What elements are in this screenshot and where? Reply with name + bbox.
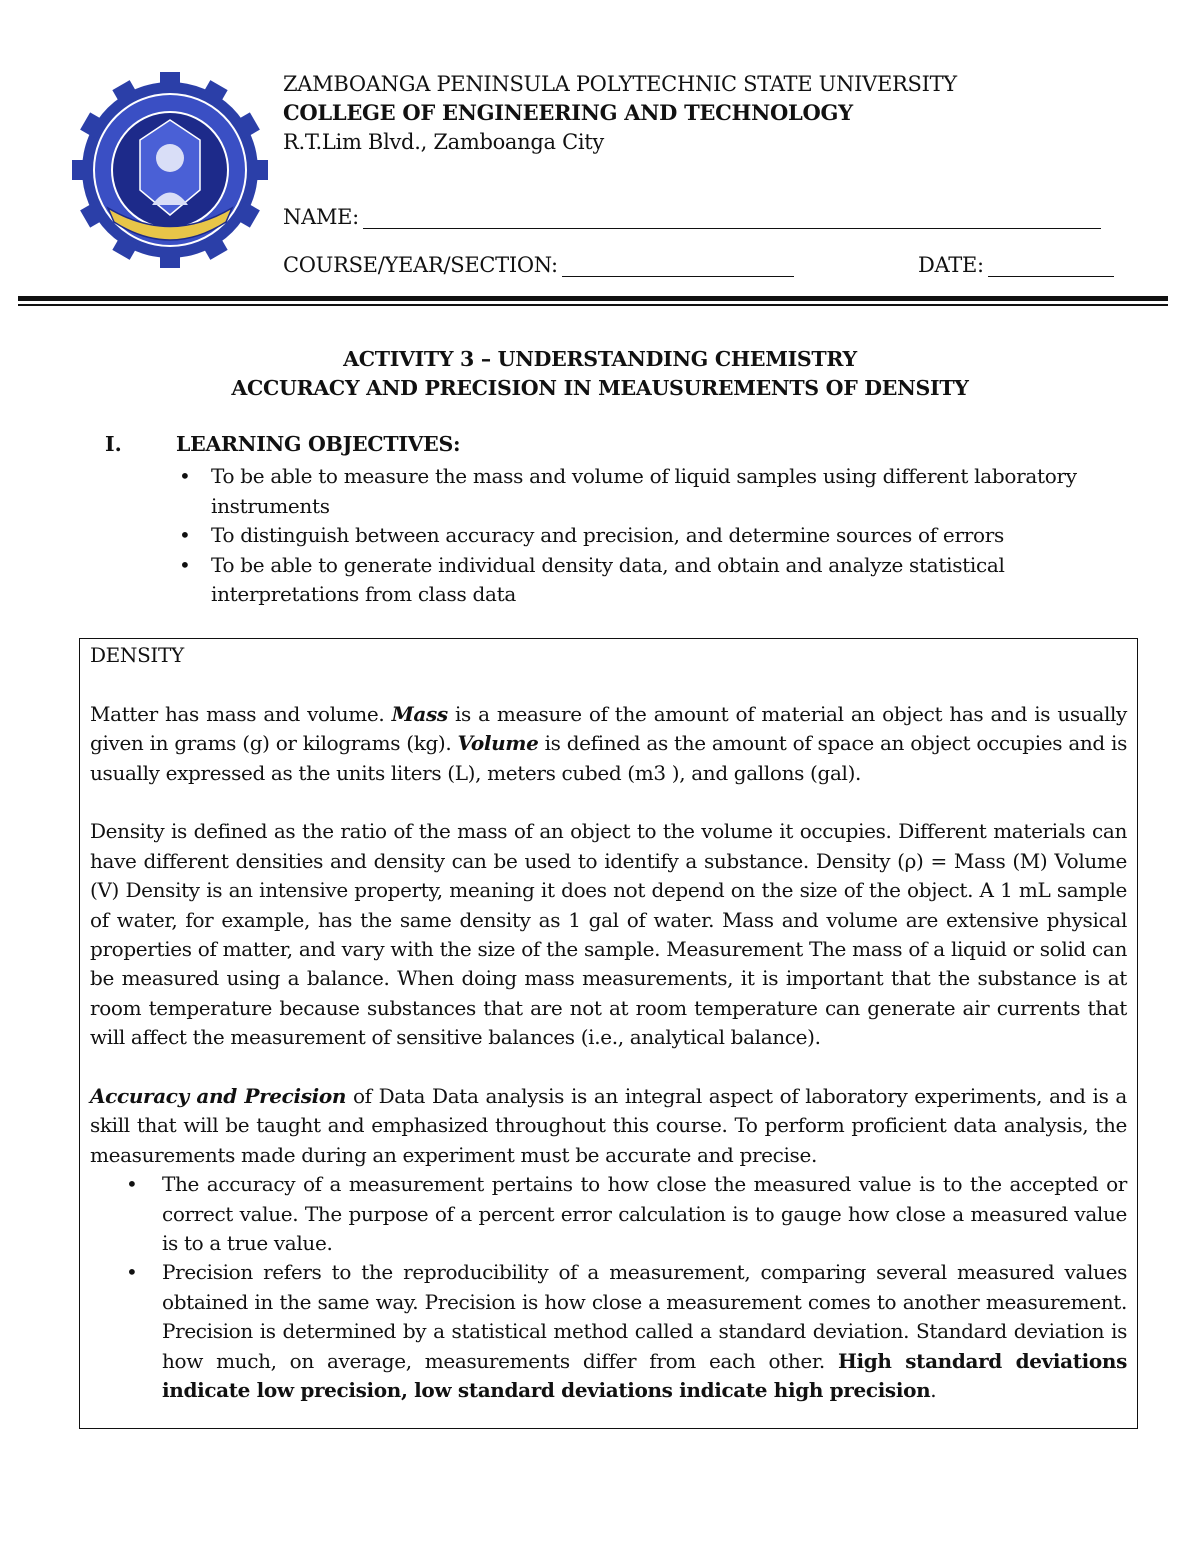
text-run: . <box>930 1378 937 1403</box>
objectives-list <box>176 462 1136 610</box>
section-number: I. <box>105 432 122 456</box>
objectives-heading: LEARNING OBJECTIVES: <box>176 432 461 456</box>
course-year-section-label: COURSE/YEAR/SECTION: <box>283 253 558 277</box>
date-blank-line[interactable] <box>988 258 1114 277</box>
mass-volume-paragraph <box>90 700 1127 788</box>
university-address: R.T.Lim Blvd., Zamboanga City <box>283 130 604 154</box>
activity-title: ACTIVITY 3 – UNDERSTANDING CHEMISTRY <box>343 347 857 371</box>
header-divider-thin <box>18 304 1168 306</box>
text-run: Precision refers to the reproducibility of a measurement, comparing several measured values obtained in the same way. Precision is how close a measurement comes to another measurement. Precision is determined by a statistical method called a standard deviation. Standard deviation is how much, on average, measurements differ from each other. <box>162 1260 1127 1373</box>
accuracy-precision-paragraph <box>90 1082 1127 1170</box>
density-heading: DENSITY <box>90 643 184 667</box>
precision-bullet <box>90 1258 1127 1405</box>
text-run: is defined as the amount of space an object occupies and is usually expressed as the units liters (L), meters cubed (m3 ), and gallons (gal). <box>90 731 1127 785</box>
text-run: of Data Data analysis is an integral aspect of laboratory experiments, and is a skill that will be taught and emphasized throughout this course. To perform proficient data analysis, the measurements made during an experiment must be accurate and precise. <box>90 1084 1127 1167</box>
name-blank-line[interactable] <box>363 210 1101 229</box>
course-year-section-field[interactable] <box>283 253 794 277</box>
university-name: ZAMBOANGA PENINSULA POLYTECHNIC STATE UNIVERSITY <box>283 72 957 96</box>
college-name: COLLEGE OF ENGINEERING AND TECHNOLOGY <box>283 100 853 125</box>
accuracy-precision-list <box>90 1170 1127 1405</box>
volume-term: Volume <box>457 731 539 756</box>
objective-item: • To be able to generate individual density data, and obtain and analyze statistical interpretations from class data <box>176 551 1136 610</box>
density-info-box <box>79 638 1138 1429</box>
mass-term: Mass <box>391 701 448 726</box>
accuracy-bullet: • The accuracy of a measurement pertains to how close the measured value is to the accepted or correct value. The purpose of a percent error calculation is to gauge how close a measured value is to a true value. <box>90 1170 1127 1258</box>
objective-item: • To be able to measure the mass and volume of liquid samples using different laboratory instruments <box>176 462 1136 521</box>
activity-subtitle: ACCURACY AND PRECISION IN MEAUSUREMENTS OF DENSITY <box>231 376 969 400</box>
name-label: NAME: <box>283 205 359 229</box>
density-definition-paragraph: Density is defined as the ratio of the mass of an object to the volume it occupies. Different materials can have different densities and density can be used to identify a substance. Density (ρ) = Mass (M) Volume (V) Density is an intensive property, meaning it does not depend on the size of the object. A 1 mL sample of water, for example, has the same density as 1 gal of water. Mass and volume are extensive physical properties of matter, and vary with the size of the sample. Measurement The mass of a liquid or solid can be measured using a balance. When doing mass measurements, it is important that the substance is at room temperature because substances that are not at room temperature can generate air currents that will affect the measurement of sensitive balances (i.e., analytical balance). <box>90 819 1127 1050</box>
standard-deviation-emphasis: High standard deviations indicate low precision, low standard deviations indicate high precision <box>162 1348 1127 1403</box>
header-divider-thick <box>18 296 1168 301</box>
college-seal-logo-icon <box>70 70 270 270</box>
objective-item: • To distinguish between accuracy and precision, and determine sources of errors <box>176 521 1136 551</box>
accuracy-precision-term: Accuracy and Precision <box>90 1084 347 1109</box>
course-year-section-blank-line[interactable] <box>562 258 794 277</box>
name-field[interactable] <box>283 205 1101 229</box>
date-label: DATE: <box>918 253 984 277</box>
date-field[interactable] <box>918 253 1114 277</box>
text-run: is a measure of the amount of material an object has and is usually given in grams (g) or kilograms (kg). <box>90 701 1127 756</box>
text-run: Matter has mass and volume. <box>90 701 392 726</box>
